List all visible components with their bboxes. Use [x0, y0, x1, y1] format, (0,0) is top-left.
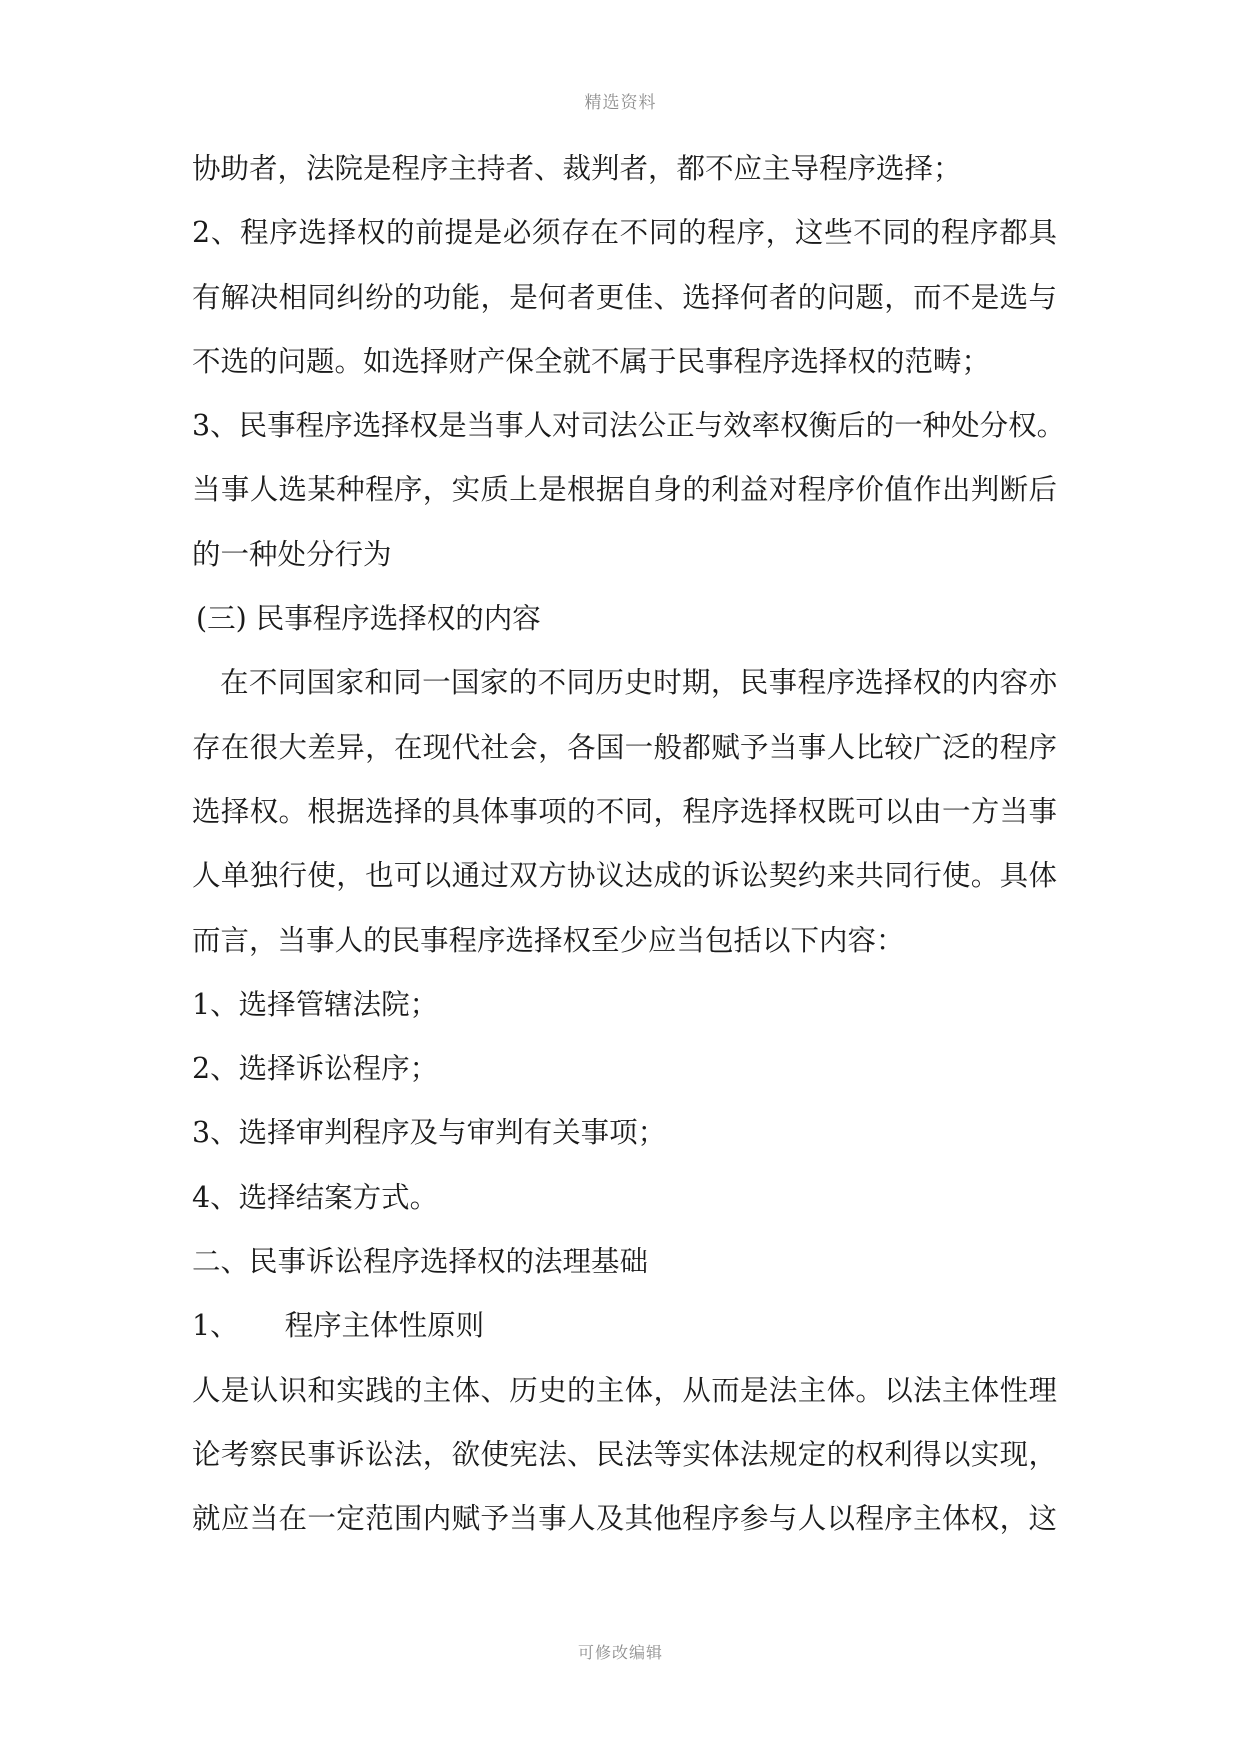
text-line: 在不同国家和同一国家的不同历史时期，民事程序选择权的内容亦: [220, 666, 1057, 700]
text-line: 就应当在一定范围内赋予当事人及其他程序参与人以程序主体权，这: [192, 1502, 1057, 1536]
list-item: 4、选择结案方式。: [192, 1180, 439, 1214]
list-item: 1、选择管辖法院；: [192, 987, 439, 1021]
document-body: [192, 151, 1066, 1566]
subsection-heading: [192, 1308, 1057, 1372]
text-line: 人单独行使，也可以通过双方协议达成的诉讼契约来共同行使。具体: [192, 859, 1057, 893]
text-line: 有解决相同纠纷的功能，是何者更佳、选择何者的问题，而不是选与: [192, 280, 1057, 314]
text-line: 协助者，法院是程序主持者、裁判者，都不应主导程序选择；: [192, 152, 962, 185]
list-item: 3、选择审判程序及与审判有关事项；: [192, 1116, 667, 1150]
section-heading: (三) 民事程序选择权的内容: [196, 602, 541, 636]
text-line: 2、程序选择权的前提是必须存在不同的程序，这些不同的程序都具: [192, 216, 1057, 250]
subsection-number: 1、: [192, 1309, 239, 1343]
text-line: 3、民事程序选择权是当事人对司法公正与效率权衡后的一种处分权。: [192, 409, 1066, 443]
subsection-title: 程序主体性原则: [284, 1309, 485, 1343]
text-line: 人是认识和实践的主体、历史的主体，从而是法主体。以法主体性理: [192, 1373, 1057, 1407]
text-line: 的一种处分行为: [192, 537, 392, 571]
text-line: 当事人选某种程序，实质上是根据自身的利益对程序价值作出判断后: [192, 473, 1057, 507]
list-item: 2、选择诉讼程序；: [192, 1052, 439, 1086]
page-footer: 可修改编辑: [577, 1643, 663, 1662]
text-line: 选择权。根据选择的具体事项的不同，程序选择权既可以由一方当事: [192, 794, 1057, 828]
text-line: 论考察民事诉讼法，欲使宪法、民法等实体法规定的权利得以实现，: [192, 1437, 1057, 1471]
text-line: 不选的问题。如选择财产保全就不属于民事程序选择权的范畴；: [192, 344, 991, 378]
text-line: 存在很大差异，在现代社会，各国一般都赋予当事人比较广泛的程序: [192, 730, 1057, 764]
text-line: 而言，当事人的民事程序选择权至少应当包括以下内容：: [192, 923, 905, 957]
page-header: 精选资料: [584, 93, 657, 113]
section-heading: 二、民事诉讼程序选择权的法理基础: [192, 1245, 649, 1279]
